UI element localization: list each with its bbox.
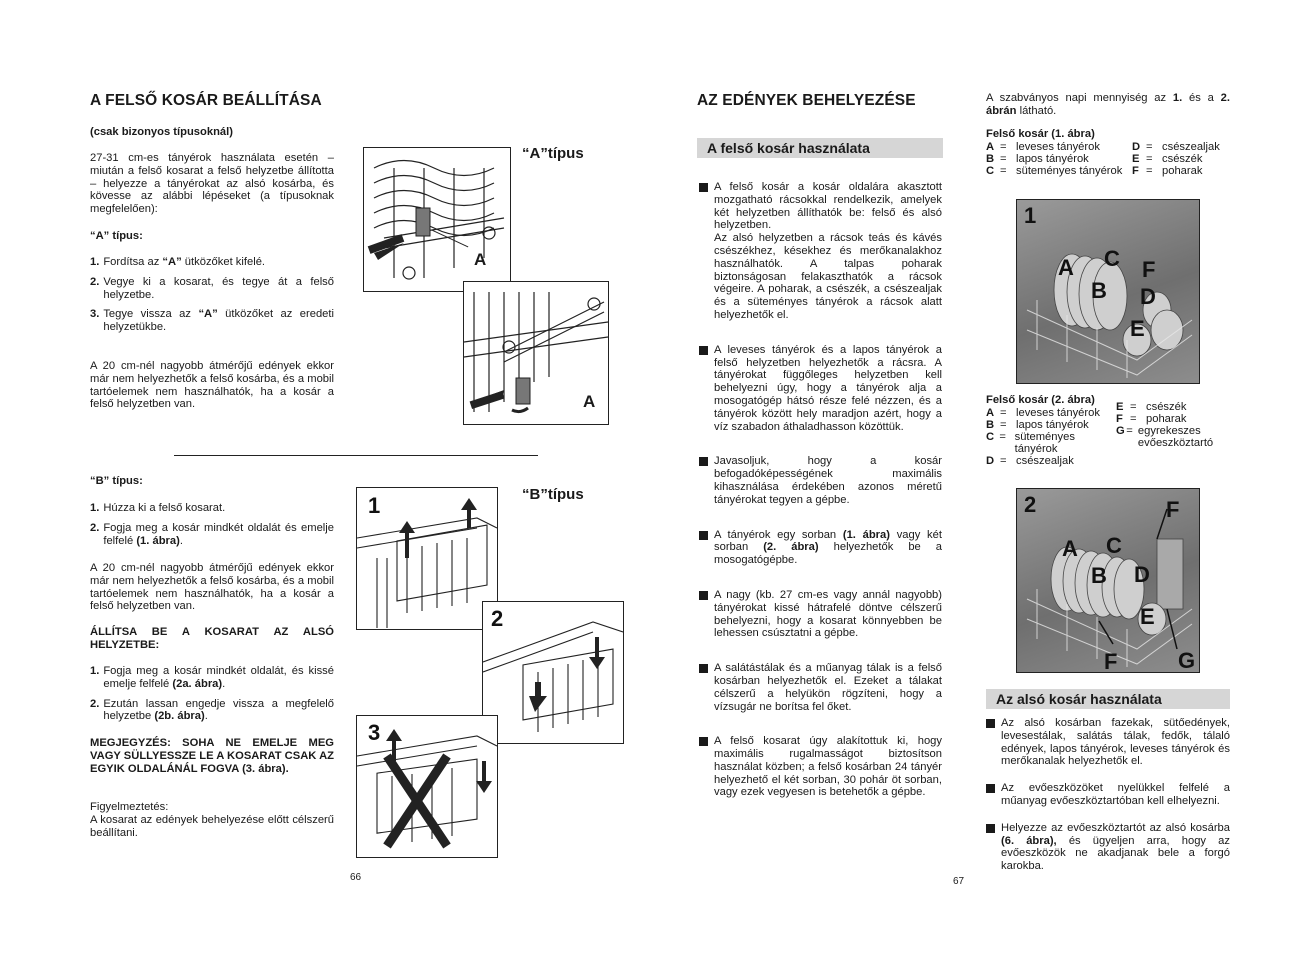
photo-2-num: 2 (1024, 492, 1037, 517)
left-page-number: 66 (350, 872, 362, 883)
photo-2-label-c: C (1106, 533, 1122, 558)
step-text (103, 665, 334, 691)
lower-step-1 (90, 665, 334, 691)
bullet-text-run: Javasoljuk, hogy a kosár befogadóképességének maximális kihasználása érdekében azonos méretű tányérokat tegyen a gépbe. (714, 455, 942, 506)
legend-value: lapos tányérok (1016, 419, 1089, 431)
legend-key: F (1132, 165, 1139, 177)
bullet-square (699, 531, 708, 540)
legend-eq: = (1000, 153, 1007, 165)
step-text-post: ütközőket az eredeti helyzetükbe. (103, 308, 334, 334)
lower-basket-bar: Az alsó kosár használata (986, 689, 1230, 709)
photo-1-label-f: F (1142, 257, 1156, 282)
bullet-square (699, 737, 708, 746)
lower-step-2 (90, 698, 334, 724)
upper-bullet-text (714, 181, 942, 322)
upper-bullet-5 (699, 589, 942, 640)
intro-text-post: látható. (1016, 104, 1057, 117)
step-text-bold: (2b. ábra) (154, 710, 205, 723)
type-b-steps (90, 502, 334, 554)
step-text-pre: Fordítsa az (103, 256, 163, 268)
step-text-pre: Húzza ki a felső kosarat. (103, 502, 226, 514)
bullet-text-run: A leveses tányérok és a lapos tányérok a felső helyzetben helyezhetők a rácsra. A tányérokat függőleges helyzetben kell behelyezni úgy, hogy a tányérok alja a mosogatógép hátsó része felé nézzen, és a tányérok között hely maradjon azért, hogy a víz szabadon áthaladhasson közöttük. (714, 343, 942, 433)
step-number: 1. (90, 256, 100, 268)
legend-value: süteményes tányérok (1016, 165, 1123, 177)
photo-1-label-d: D (1140, 284, 1156, 309)
upper-bullet-text (714, 589, 942, 640)
upper-bullet-text (714, 662, 942, 713)
bullet-text-run: A felső kosár a kosár oldalára akasztott mozgatható rácsokkal rendelkezik, amelyek két helyzetben állíthatók be: felső és alsó helyzetben. (714, 181, 942, 232)
middle-page-title: AZ EDÉNYEK BEHELYEZÉSE (697, 92, 916, 109)
step-number: 2. (90, 275, 100, 288)
step-number: 3. (90, 308, 100, 321)
legend-2-right (1116, 401, 1241, 449)
photo-1-label-a: A (1058, 255, 1074, 280)
type-b-step-1 (90, 502, 334, 515)
step-text-bold: (2a. ábra) (172, 677, 223, 690)
legend-eq: = (1130, 401, 1137, 413)
photo-2-label-a: A (1062, 536, 1078, 561)
legend-value: poharak (1146, 413, 1187, 425)
bullet-square (986, 784, 995, 793)
step-text-pre: Vegye ki a kosarat, és tegye át a felső helyzetbe. (103, 275, 334, 301)
intro-text-pre: A szabványos napi mennyiség az (986, 92, 1173, 104)
legend-key: A (986, 141, 995, 153)
legend-1-item-a (986, 141, 1126, 153)
bullet-square (986, 824, 995, 833)
fig-type-a-label: “A”típus (522, 145, 584, 162)
lower-bullet-3 (986, 822, 1230, 873)
bullet-square (699, 457, 708, 466)
left-page-title: A FELSŐ KOSÁR BEÁLLÍTÁSA (90, 92, 322, 109)
note-20cm-a: A 20 cm-nél nagyobb átmérőjű edények ekkor már nem helyezhetők a felső kosárba, és a mobil tartóelemek nem használhatók, ha a kosár a felső helyzetben van. (90, 360, 334, 411)
legend-key: B (986, 153, 995, 165)
legend-eq: = (1000, 407, 1007, 419)
legend-value: süteményes tányérok (1014, 431, 1075, 455)
legend-value: csészealjak (1162, 141, 1220, 153)
bullet-text-run: helyezhetők be a mosogatógépbe. (714, 541, 942, 567)
legend-1-item-e (1132, 153, 1242, 165)
left-subtitle: (csak bizonyos típusoknál) (90, 126, 233, 138)
step-text-bold: “A” (198, 308, 218, 321)
legend-value: egyrekeszes evőeszköztartó (1137, 425, 1214, 449)
legend-eq: = (1000, 455, 1007, 467)
upper-bullet-text (714, 344, 942, 434)
legend-value: csészék (1146, 401, 1187, 413)
upper-bullet-2 (699, 344, 942, 434)
legend-value: leveses tányérok (1016, 141, 1100, 153)
right-page-number: 67 (953, 876, 965, 887)
legend-eq: = (999, 431, 1006, 443)
bullet-square (986, 719, 995, 728)
intro-bold-2: 2. ábrán (986, 92, 1230, 117)
legend-eq: = (1000, 165, 1007, 177)
upper-bullet-text (714, 455, 942, 506)
type-a-heading: “A” típus: (90, 230, 143, 242)
type-b-step-2 (90, 522, 334, 548)
step-text (103, 698, 334, 724)
fig-b-num-1: 1 (368, 493, 381, 518)
legend-value: csészealjak (1016, 455, 1074, 467)
legend-key: C (986, 431, 995, 443)
legend-key: B (986, 419, 995, 431)
legend-1-item-f (1132, 165, 1242, 177)
bullet-square (699, 346, 708, 355)
bullet-text-run: A salátástálak és a műanyag tálak is a felső kosárban helyezhetők el. Ezeket a tálakat célszerű a helyükön rögzíteni, hogy a vízsugár ne borítsa fel őket. (714, 662, 942, 713)
step-number: 2. (90, 697, 100, 710)
bullet-text-bold: (1. ábra) (842, 528, 890, 541)
intro-text-mid: és a (1182, 92, 1221, 104)
type-a-step-3 (90, 308, 334, 334)
upper-bullet-4 (699, 529, 942, 567)
step-number: 1. (90, 502, 100, 514)
lower-bullet-3-pre: Helyezze az evőeszköztartót az alsó kosárba (1001, 821, 1230, 834)
legend-1-item-d (1132, 141, 1242, 153)
caution-text: A kosarat az edények behelyezése előtt célszerű beállítani. (90, 814, 334, 839)
fig-a-top-illustration (363, 147, 511, 292)
step-text-post: . (222, 677, 226, 690)
legend-1-title: Felső kosár (1. ábra) (986, 128, 1095, 140)
legend-value: poharak (1162, 165, 1203, 177)
step-text (103, 522, 334, 548)
lower-bullet-2 (986, 782, 1230, 808)
lower-bullet-3-post: és ügyeljen arra, hogy az evőeszközök ne akadjanak bele a forgó karokba. (1001, 834, 1230, 873)
legend-2-item-d (986, 455, 1116, 467)
bullet-square (699, 591, 708, 600)
photo-1-num: 1 (1024, 203, 1037, 228)
legend-2-title: Felső kosár (2. ábra) (986, 394, 1095, 406)
legend-eq: = (1146, 165, 1153, 177)
legend-2-item-b (986, 419, 1116, 431)
legend-eq: = (1130, 413, 1137, 425)
legend-1-item-b (986, 153, 1126, 165)
marker-a-top: A (474, 250, 487, 269)
lower-position-steps (90, 665, 334, 730)
step-text-pre: Tegye vissza az (103, 308, 199, 321)
bullet-text-run: A nagy (kb. 27 cm-es vagy annál nagyobb) tányérokat kissé hátrafelé döntve célszerű behelyezni, hogy a kosarat könnyebben be lehessen csúsztatni a gépbe. (714, 588, 942, 640)
legend-key: F (1116, 413, 1123, 425)
photo-2-label-d: D (1134, 562, 1150, 587)
legend-2-item-f (1116, 413, 1241, 425)
legend-eq: = (1146, 153, 1153, 165)
bullet-1-continuation: Az alsó helyzetben a rácsok teás és kávés csészékhez, késekhez és merőkanalakhoz használhatók. A talpas poharak biztonságosan felakaszthatók a rácsok végeire. A poharak, a csészék, a csészealjak és a süteményes tányérok a rácsok alatt helyezhetők el. (714, 232, 942, 321)
fig-b-num-2: 2 (491, 606, 504, 631)
type-a-steps (90, 256, 334, 341)
step-text-bold: (1. ábra) (136, 534, 180, 547)
upper-bullet-6 (699, 662, 942, 713)
legend-eq: = (1126, 425, 1133, 437)
step-text (103, 502, 225, 515)
bullet-text-bold: (2. ábra) (763, 541, 819, 554)
legend-2-item-e (1116, 401, 1241, 413)
upper-bullet-1 (699, 181, 942, 322)
bullet-square (699, 664, 708, 673)
marker-a-bottom: A (583, 392, 596, 411)
fig-type-b-label: “B”típus (522, 486, 584, 503)
step-text-pre: Fogja meg a kosár mindkét oldalát és emelje felfelé (103, 521, 334, 547)
step-text-pre: Fogja meg a kosár mindkét oldalát, és kissé emelje felfelé (103, 665, 334, 690)
step-text-post: ütközőket kifelé. (181, 256, 266, 268)
upper-basket-bullets (699, 181, 942, 799)
step-text (103, 308, 334, 334)
intro-bold-1: 1. (1172, 92, 1183, 104)
standard-load-intro (986, 92, 1230, 118)
photo-2-label-f-bottom: F (1104, 649, 1118, 674)
left-intro: 27-31 cm-es tányérok használata esetén – miután a felső kosarat a felső helyzetbe állította – helyezze a tányérokat az alsó kosárba, és kövesse az alábbi lépéseket (a típusoknak megfelelően): (90, 152, 334, 216)
photo-1-label-e: E (1130, 316, 1145, 341)
legend-value: lapos tányérok (1016, 153, 1089, 165)
bullet-text-run: A tányérok egy sorban (714, 528, 843, 541)
lower-basket-bullets (986, 717, 1230, 873)
type-a-step-1 (90, 256, 334, 269)
photo-1-label-c: C (1104, 246, 1120, 271)
upper-bullet-7 (699, 735, 942, 799)
step-text-pre: Ezután lassan engedje vissza a megfelelő helyzetbe (103, 697, 334, 723)
step-text (103, 256, 265, 269)
bullet-text-run: A felső kosarat úgy alakítottuk ki, hogy maximális rugalmasságot biztosítson használat közben; a felső kosárban 24 tányér helyezhető el két sorban, 30 pohár öt sorban, vagy ezek vegyesen is betehetők a gépbe. (714, 735, 942, 799)
legend-value: leveses tányérok (1016, 407, 1100, 419)
lower-bullet-1 (986, 717, 1230, 768)
lower-bullet-1-text: Az alsó kosárban fazekak, sütőedények, levesestálak, salátás tálak, fedők, tálaló edények, lapos tányérok, leveses tányérok és merőkanalak helyezhetők el. (1001, 717, 1230, 768)
legend-1-left (986, 141, 1126, 177)
legend-key: D (986, 455, 995, 467)
legend-1-item-c (986, 165, 1126, 177)
upper-basket-bar: A felső kosár használata (697, 138, 943, 158)
step-text-post: . (204, 710, 208, 723)
lower-position-heading: ÁLLÍTSA BE A KOSARAT AZ ALSÓ HELYZETBE: (90, 626, 334, 651)
lower-bullet-3-bold: (6. ábra), (1001, 834, 1057, 847)
legend-1-right (1132, 141, 1242, 177)
legend-eq: = (1000, 141, 1007, 153)
fig-b2-illustration (482, 601, 624, 744)
photo-2-label-f-top: F (1166, 497, 1180, 522)
note-20cm-b: A 20 cm-nél nagyobb átmérőjű edények ekkor már nem helyezhetők a felső kosárba, és a mobil tartóelemek nem használhatók, ha a kosár a felső helyzetben van. (90, 562, 334, 613)
legend-eq: = (1146, 141, 1153, 153)
step-text-post: . (179, 534, 183, 547)
legend-key: E (1132, 153, 1140, 165)
section-divider (174, 455, 538, 456)
upper-bullet-3 (699, 455, 942, 506)
legend-2-left (986, 407, 1116, 467)
type-a-step-2 (90, 276, 334, 302)
legend-eq: = (1000, 419, 1007, 431)
type-b-heading: “B” típus: (90, 475, 143, 487)
caution-title: Figyelmeztetés: (90, 801, 169, 813)
legend-2-item-a (986, 407, 1116, 419)
warning-note: MEGJEGYZÉS: SOHA NE EMELJE MEG VAGY SÜLLYESSZE LE A KOSARAT CSAK AZ EGYIK OLDALÁNÁL FOGVA (3. ábra). (90, 737, 334, 775)
step-number: 2. (90, 521, 100, 534)
photo-1-label-b: B (1091, 278, 1107, 303)
legend-key: A (986, 407, 995, 419)
photo-2-label-b: B (1091, 563, 1107, 588)
upper-bullet-text (714, 735, 942, 799)
legend-value: csészék (1162, 153, 1203, 165)
lower-bullet-3-text (1001, 822, 1230, 873)
fig-b-num-3: 3 (368, 720, 381, 745)
legend-key: C (986, 165, 995, 177)
legend-2-item-c (986, 431, 1116, 455)
bullet-square (699, 183, 708, 192)
photo-2-label-e: E (1140, 604, 1155, 629)
legend-2-item-g (1116, 425, 1241, 449)
legend-key: G (1116, 425, 1125, 437)
lower-bullet-2-text: Az evőeszközöket nyelükkel felfelé a műanyag evőeszköztartóban kell elhelyezni. (1001, 782, 1230, 807)
photo-2-label-g: G (1178, 648, 1196, 673)
step-number: 1. (90, 665, 100, 677)
legend-key: D (1132, 141, 1141, 153)
photo-1-upper-basket (1016, 199, 1200, 384)
legend-key: E (1116, 401, 1124, 413)
step-text-bold: “A” (162, 256, 182, 268)
upper-bullet-text (714, 529, 942, 567)
bullet-text-run: vagy két sorban (714, 528, 942, 554)
step-text (103, 276, 334, 302)
